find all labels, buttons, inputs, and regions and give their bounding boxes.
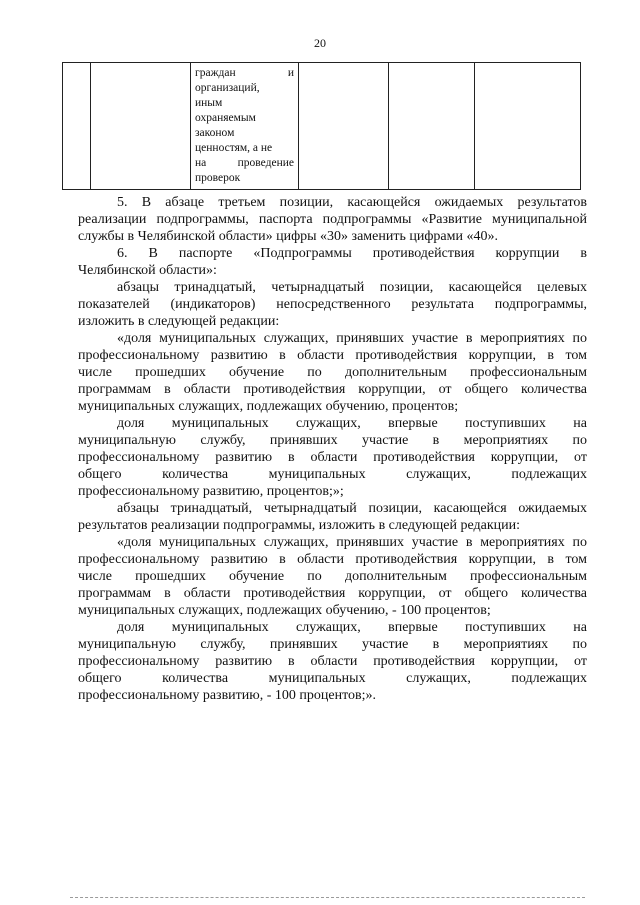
bottom-scan-rule xyxy=(70,897,585,898)
table-cell-line: иным xyxy=(195,97,223,109)
table-cell-6 xyxy=(475,63,581,190)
paragraph-target-indicators xyxy=(78,279,587,330)
table-cell-line: охраняемым xyxy=(195,112,256,124)
text-line: показателей (индикаторов) непосредственного результата подпрограммы, xyxy=(78,297,587,312)
text-line: «доля муниципальных служащих, принявших участие в мероприятиях по xyxy=(117,535,587,550)
text-line: числе прошедших обучение по дополнительным профессиональным xyxy=(78,365,587,380)
table-cell-line: организаций, xyxy=(195,82,260,94)
quoted-paragraph-share-new-hires-100 xyxy=(78,619,587,704)
text-line: профессиональному развитию в области противодействия коррупции, в том xyxy=(78,552,587,567)
text-line: муниципальную службу, принявших участие в мероприятиях по xyxy=(78,637,587,652)
table-cell-line: проверок xyxy=(195,172,241,184)
text-line: общего количества муниципальных служащих, подлежащих xyxy=(78,671,587,686)
table-cell-4 xyxy=(299,63,389,190)
text-line: 5. В абзаце третьем позиции, касающейся ожидаемых результатов xyxy=(117,195,587,210)
text-line: Челябинской области»: xyxy=(78,263,217,278)
quoted-paragraph-share-trained xyxy=(78,330,587,415)
table-cell-line: граждан и xyxy=(195,67,294,79)
text-line: «доля муниципальных служащих, принявших участие в мероприятиях по xyxy=(117,331,587,346)
table-cell-3 xyxy=(191,63,299,190)
paragraph-expected-results xyxy=(78,500,587,534)
text-line: профессиональному развитию, - 100 процентов;». xyxy=(78,688,377,703)
text-line: абзацы тринадцатый, четырнадцатый позиции, касающейся целевых xyxy=(117,280,587,295)
page-number: 20 xyxy=(314,36,326,50)
text-line: абзацы тринадцатый, четырнадцатый позиции, касающейся ожидаемых xyxy=(117,501,587,516)
text-line: программам в области противодействия коррупции, от общего количества xyxy=(78,382,587,397)
text-line: реализации подпрограммы, паспорта подпрограммы «Развитие муниципальной xyxy=(78,212,587,227)
text-line: профессиональному развитию в области противодействия коррупции, в том xyxy=(78,348,587,363)
text-line: профессиональному развитию, процентов;»; xyxy=(78,484,344,499)
table-cell-line: ценностям, а не xyxy=(195,142,273,154)
text-line: 6. В паспорте «Подпрограммы противодействия коррупции в xyxy=(117,246,587,261)
table-cell-2 xyxy=(91,63,191,190)
quoted-paragraph-share-trained-100 xyxy=(78,534,587,619)
text-line: программам в области противодействия коррупции, от общего количества xyxy=(78,586,587,601)
text-line: муниципальных служащих, подлежащих обучению, - 100 процентов; xyxy=(78,603,491,618)
text-line: изложить в следующей редакции: xyxy=(78,314,280,329)
text-line: результатов реализации подпрограммы, изложить в следующей редакции: xyxy=(78,518,521,533)
paragraph-item-5 xyxy=(78,194,587,245)
text-line: муниципальных служащих, подлежащих обучению, процентов; xyxy=(78,399,459,414)
table-row xyxy=(63,63,581,190)
document-body xyxy=(78,194,587,704)
table-fragment xyxy=(62,62,581,190)
text-line: службы в Челябинской области» цифры «30» заменить цифрами «40». xyxy=(78,229,498,244)
text-line: профессиональному развитию в области противодействия коррупции, от xyxy=(78,654,587,669)
text-line: общего количества муниципальных служащих, подлежащих xyxy=(78,467,587,482)
text-line: доля муниципальных служащих, впервые поступивших на xyxy=(117,416,587,431)
table-cell-line: законом xyxy=(195,127,235,139)
table-cell-text xyxy=(191,63,298,189)
table-cell-5 xyxy=(389,63,475,190)
table-cell-line: на проведение xyxy=(195,157,294,169)
paragraph-item-6 xyxy=(78,245,587,279)
text-line: профессиональному развитию в области противодействия коррупции, от xyxy=(78,450,587,465)
text-line: доля муниципальных служащих, впервые поступивших на xyxy=(117,620,587,635)
text-line: числе прошедших обучение по дополнительным профессиональным xyxy=(78,569,587,584)
table-cell-1 xyxy=(63,63,91,190)
text-line: муниципальную службу, принявших участие в мероприятиях по xyxy=(78,433,587,448)
quoted-paragraph-share-new-hires xyxy=(78,415,587,500)
